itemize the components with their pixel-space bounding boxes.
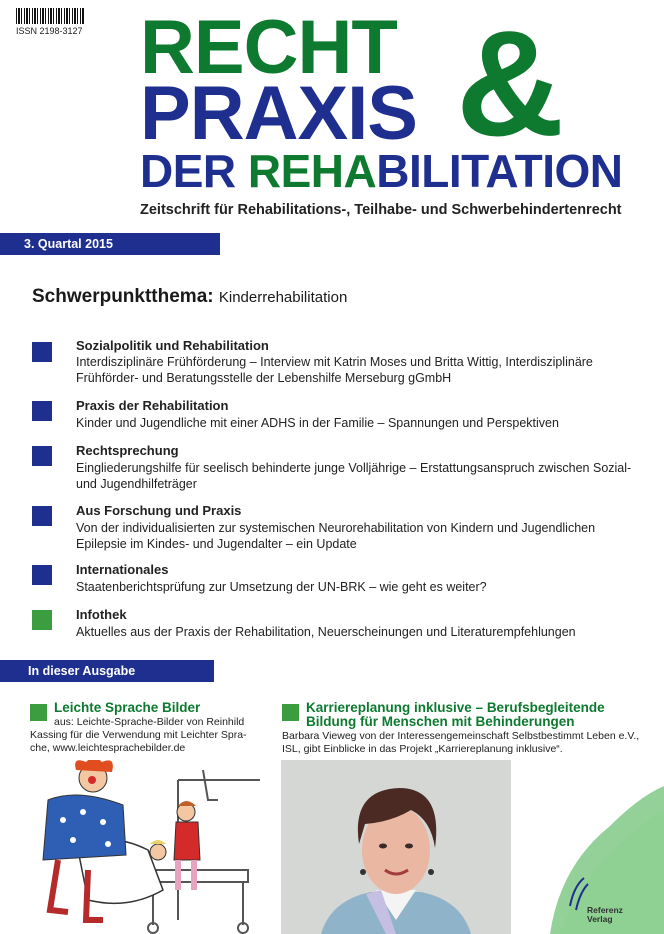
- masthead-praxis: PRAXIS: [140, 71, 417, 156]
- portrait-photo: [281, 760, 511, 934]
- issue-label-bar: 3. Quartal 2015: [0, 233, 220, 255]
- section-text: Staatenberichtsprüfung zur Umsetzung der UN-BRK – wie geht es weiter?: [76, 580, 487, 594]
- feature-right-title-line: Karriereplanung inklusive – Berufsbegleitende: [306, 700, 605, 715]
- masthead-der: DER: [140, 145, 248, 197]
- section-title: Sozialpolitik und Rehabilitation: [76, 338, 269, 353]
- publisher-line: Referenz: [587, 905, 623, 915]
- section-marker-square: [32, 401, 52, 421]
- section-title: Infothek: [76, 607, 127, 622]
- masthead-reha: REHA: [247, 145, 377, 197]
- leichte-sprache-illustration: [28, 760, 260, 934]
- publisher-name: [587, 906, 623, 924]
- feature-left-caption-line: Kassing für die Verwendung mit Leichter Spra-: [30, 729, 247, 741]
- focus-topic-text: Kinderrehabilitation: [218, 289, 348, 306]
- issn-number: ISSN 2198-3127: [16, 26, 83, 36]
- masthead-ampersand: &: [456, 0, 565, 167]
- masthead-recht: RECHT: [140, 5, 397, 90]
- feature-left-title: Leichte Sprache Bilder: [54, 700, 201, 715]
- section-marker-square: [32, 610, 52, 630]
- feature-right-caption-line: ISL, gibt Einblicke in das Projekt „Karriereplanung inklusive“.: [282, 743, 563, 755]
- section-marker-square: [32, 565, 52, 585]
- section-text: Kinder und Jugendliche mit einer ADHS in der Familie – Spannungen und Perspektiven: [76, 416, 559, 430]
- feature-right-title-line: Bildung für Menschen mit Behinderungen: [306, 714, 575, 729]
- section-text: Eingliederungshilfe für seelisch behinderte junge Volljährige – Erstattungsanspruch zwischen Sozial- und Jugendhilfeträger: [76, 461, 632, 491]
- feature-left-caption-line: che, www.leichtesprachebilder.de: [30, 742, 186, 754]
- section-marker-square: [32, 342, 52, 362]
- in-this-issue-bar: In dieser Ausgabe: [0, 660, 214, 682]
- section-title: Aus Forschung und Praxis: [76, 503, 242, 518]
- feature-left-caption-line: aus: Leichte-Sprache-Bilder von Reinhild: [54, 716, 245, 728]
- section-title: Internationales: [76, 562, 169, 577]
- section-text: Interdisziplinäre Frühförderung – Interview mit Katrin Moses und Britta Wittig, Interdisziplinäre Frühförder- und Beratungsstelle der Lebenshilfe Merseburg gGmbH: [76, 355, 593, 385]
- masthead-subtitle: Zeitschrift für Rehabilitations-, Teilhabe- und Schwerbehindertenrecht: [140, 202, 622, 218]
- focus-label: Schwerpunktthema:: [32, 286, 214, 307]
- section-marker-square: [32, 446, 52, 466]
- masthead-bilitation: BILITATION: [376, 145, 623, 197]
- section-marker-square: [32, 506, 52, 526]
- portrait-photo-graphic: [281, 760, 511, 934]
- feature-marker-square: [30, 704, 47, 721]
- feature-right-caption-line: Barbara Vieweg von der Interessengemeinschaft Selbstbestimmt Leben e.V.,: [282, 730, 640, 742]
- masthead-der-rehabilitation: [140, 145, 623, 197]
- section-text: Aktuelles aus der Praxis der Rehabilitation, Neuerscheinungen und Literaturempfehlungen: [76, 625, 576, 639]
- section-title: Rechtsprechung: [76, 443, 179, 458]
- section-text: Von der individualisierten zur systemischen Neurorehabilitation von Kindern und Jugendlichen Epilepsie im Kindes- und Jugendalter – ein Update: [76, 521, 596, 551]
- feature-marker-square: [282, 704, 299, 721]
- section-title: Praxis der Rehabilitation: [76, 398, 229, 413]
- publisher-line: Verlag: [587, 914, 613, 924]
- focus-topic: [32, 286, 347, 308]
- barcode: [16, 8, 84, 24]
